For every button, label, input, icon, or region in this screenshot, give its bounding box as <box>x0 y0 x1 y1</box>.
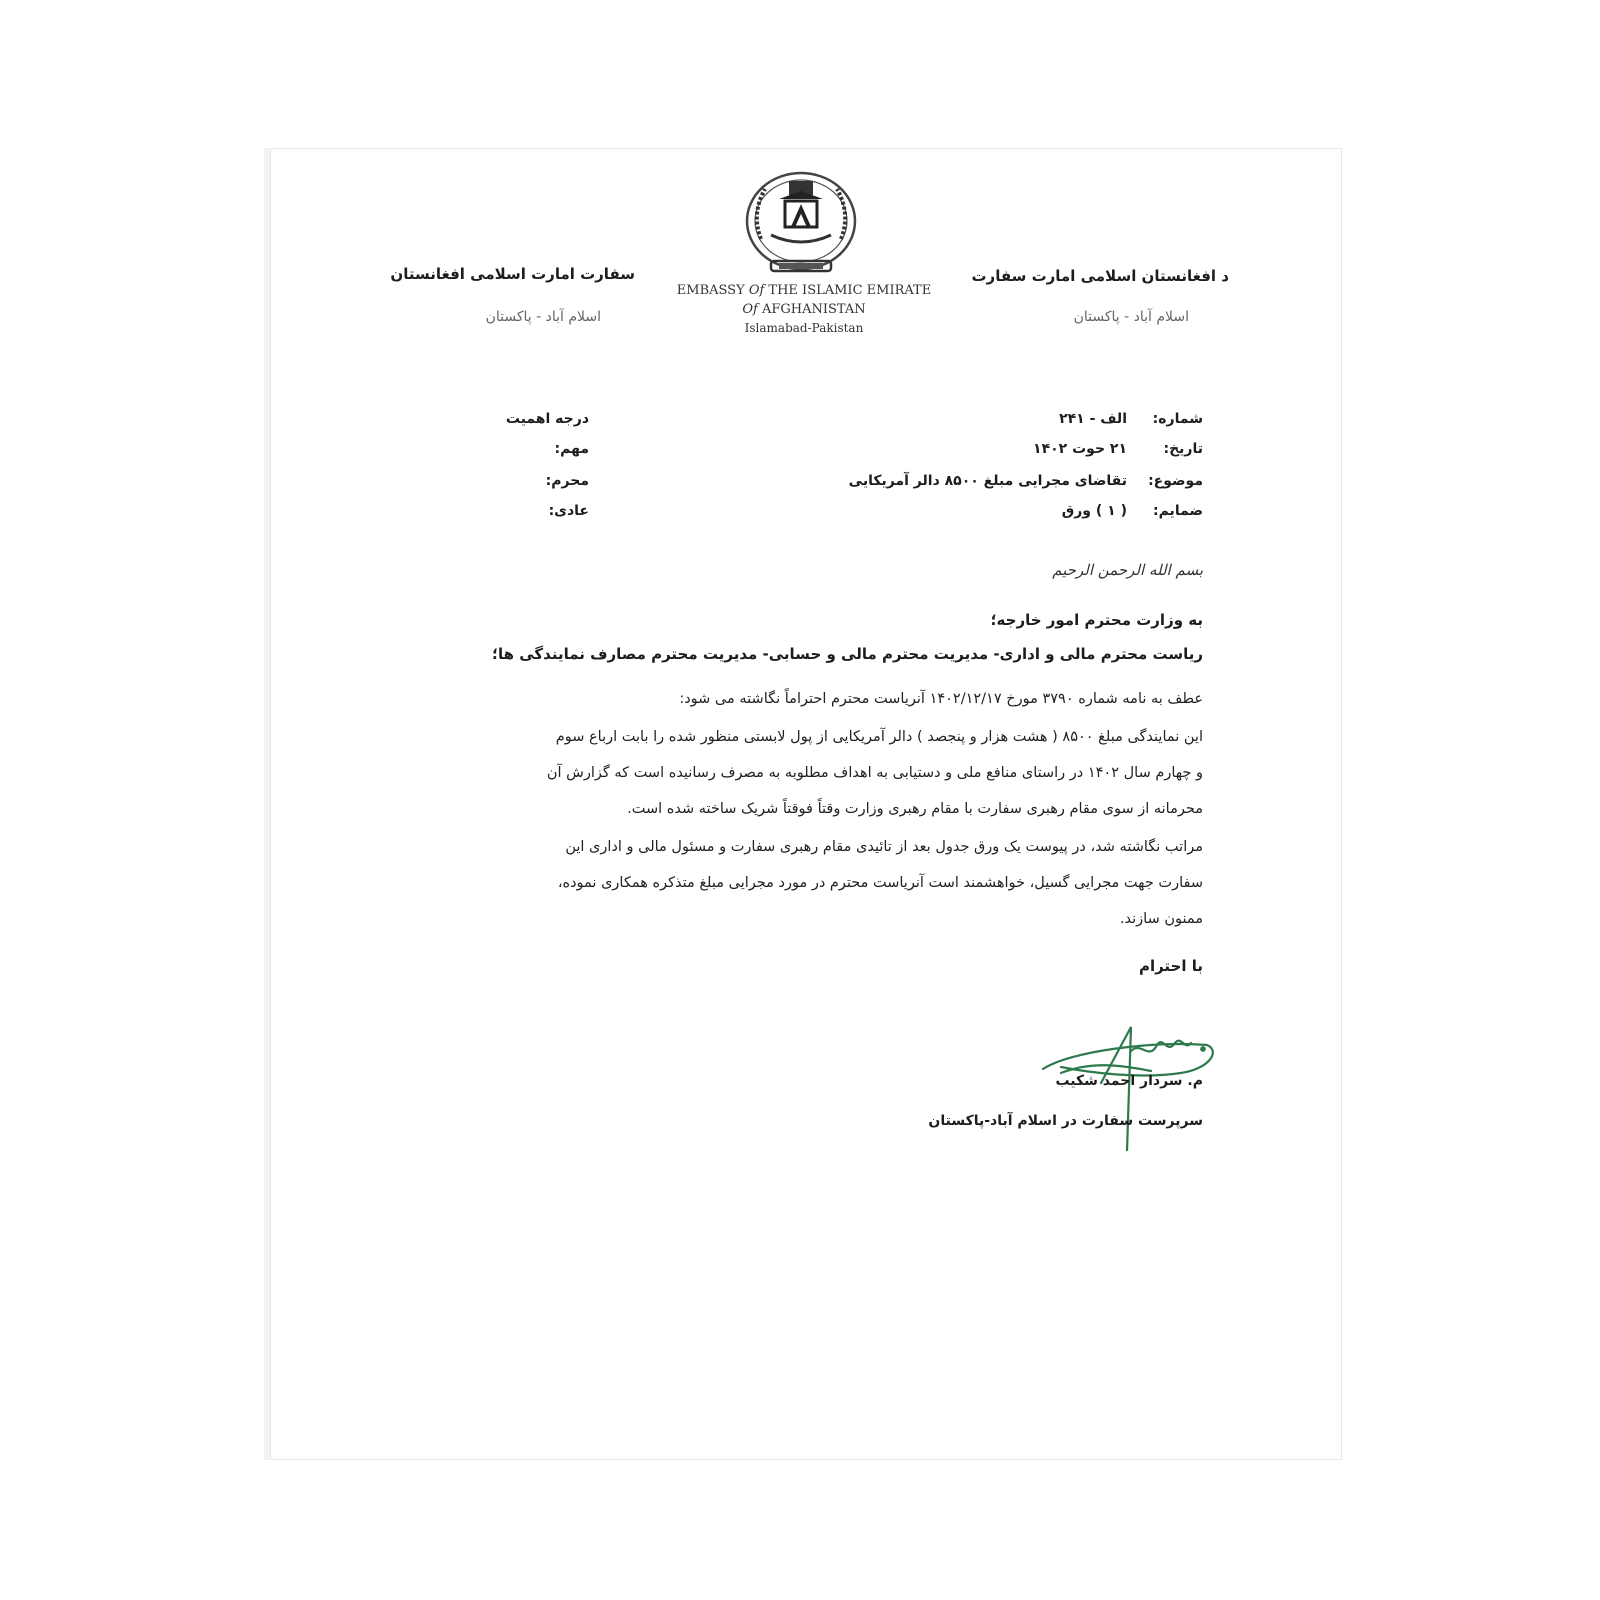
attachments-value: ( ۱ ) ورق <box>1061 503 1127 519</box>
embassy-name-part: Of <box>742 302 758 317</box>
letter-page <box>270 148 1342 1460</box>
body-line: و چهارم سال ۱۴۰۲ در راستای منافع ملی و دستیابی به اهداف مطلوبه به مصرف رسانیده است که گزارش آن <box>546 765 1203 781</box>
body-line: این نمایندگی مبلغ ۸۵۰۰ ( هشت هزار و پنجصد ) دالر آمریکایی از پول لابستی منظور شده را بابت ارباع سوم <box>555 729 1203 745</box>
embassy-name-part: AFGHANISTAN <box>757 302 866 317</box>
subject-value: تقاضای مجرایی مبلغ ۸۵۰۰ دالر آمریکایی <box>848 473 1127 489</box>
salutation-ministry: به وزارت محترم امور خارجه؛ <box>990 611 1203 629</box>
body-line: عطف به نامه شماره ۳۷۹۰ مورخ ۱۴۰۲/۱۲/۱۷ آنریاست محترم احتراماً نگاشته می شود: <box>679 691 1203 707</box>
body-line: محرمانه از سوی مقام رهبری سفارت با مقام رهبری وزارت وقتاً فوقتاً شریک ساخته شده است. <box>627 801 1203 817</box>
priority-normal: عادی: <box>548 503 589 519</box>
priority-confidential: محرم: <box>545 473 589 489</box>
number-label: شماره: <box>1152 411 1203 427</box>
embassy-name-part: Of <box>748 283 765 298</box>
date-value: ۲۱ حوت ۱۴۰۲ <box>1033 441 1127 457</box>
signer-title: سرپرست سفارت در اسلام آباد-پاکستان <box>928 1113 1203 1129</box>
priority-title: درجه اهمیت <box>505 411 589 427</box>
signer-name: م. سردار احمد شکیب <box>1055 1073 1203 1089</box>
header-left-title: سفارت امارت اسلامی افغانستان <box>390 265 635 283</box>
bismillah: بسم الله الرحمن الرحیم <box>1052 561 1203 579</box>
priority-important: مهم: <box>554 441 589 457</box>
salutation-departments: ریاست محترم مالی و اداری- مدیریت محترم مالی و حسابی- مدیریت محترم مصارف نمایندگی ها؛ <box>492 645 1203 663</box>
number-value: الف - ۲۴۱ <box>1059 411 1127 427</box>
embassy-name-line1 <box>669 283 939 298</box>
embassy-name-part: EMBASSY <box>676 283 749 298</box>
body-line: مراتب نگاشته شد، در پیوست یک ورق جدول بعد از تائیدی مقام رهبری سفارت و مسئول مالی و اداری این <box>565 839 1203 855</box>
body-line: سفارت جهت مجرایی گسیل، خواهشمند است آنریاست محترم در مورد مجرایی مبلغ متذکره همکاری نموده، <box>557 875 1203 891</box>
body-line: ممنون سازند. <box>1119 911 1203 927</box>
subject-label: موضوع: <box>1148 473 1203 489</box>
header-right-subtitle: اسلام آباد - پاکستان <box>1073 309 1189 325</box>
closing-regards: با احترام <box>1138 957 1203 975</box>
header-left-subtitle: اسلام آباد - پاکستان <box>485 309 601 325</box>
date-label: تاریخ: <box>1163 441 1203 457</box>
emblem-seal-icon <box>741 169 861 281</box>
embassy-name-line2 <box>669 302 939 317</box>
embassy-name-part: THE ISLAMIC EMIRATE <box>764 283 932 298</box>
header-right-title: د افغانستان اسلامی امارت سفارت <box>971 267 1229 285</box>
embassy-location: Islamabad-Pakistan <box>744 321 864 335</box>
attachments-label: ضمایم: <box>1152 503 1203 519</box>
